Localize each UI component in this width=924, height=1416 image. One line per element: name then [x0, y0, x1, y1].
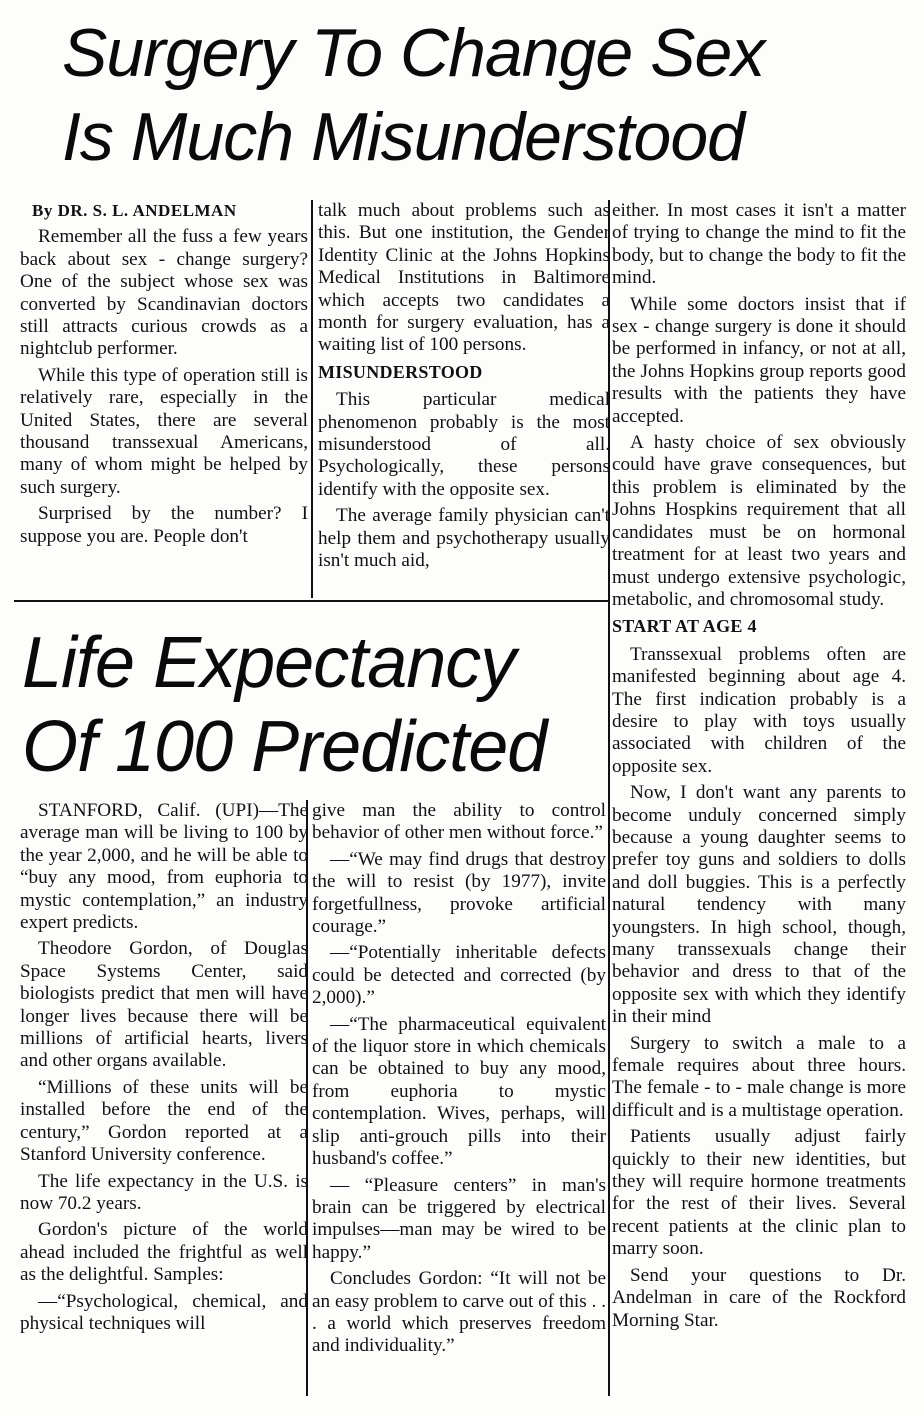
headline-life-expectancy-line2: Of 100 Predicted [22, 707, 547, 787]
paragraph: Send your questions to Dr. Andelman in care of the Rockford Morning Star. [612, 1264, 906, 1331]
paragraph: STANFORD, Calif. (UPI)—The average man will be living to 100 by the year 2,000, and he will be able to “buy any mood, from euphoria to mystic contemplation,” an industry expert predicts. [20, 800, 308, 934]
paragraph: give man the ability to control behavior of other men without force.” [312, 800, 606, 844]
paragraph: Surprised by the number? I suppose you are. People don't [20, 503, 308, 547]
paragraph: —“The pharmaceutical equivalent of the liquor store in which chemicals can be obtained to buy any mood, from euphoria to mystic contemplation. Wives, perhaps, will slip anti-grouch pills into their husband's coffee.” [312, 1013, 606, 1170]
paragraph: either. In most cases it isn't a matter of trying to change the mind to fit the body, but to change the body to fit the mind. [612, 200, 906, 289]
paragraph: —“We may find drugs that destroy the will to resist (by 1977), invite forgetfullness, provoke artificial courage.” [312, 848, 606, 938]
column-rule [311, 200, 313, 598]
paragraph: Now, I don't want any parents to become unduly concerned simply because a young daughter seems to prefer toy guns and soldiers to dolls and doll buggies. This is a perfectly natural tendency with many youngsters. In high school, though, many transsexuals change their behavior and dress to that of the opposite sex with which they identify in their mind [612, 782, 906, 1028]
paragraph: Remember all the fuss a few years back about sex - change surgery? One of the subject whose sex was converted by Scandinavian doctors still attracts curious crowds as a nightclub performer. [20, 226, 308, 360]
paragraph: A hasty choice of sex obviously could have grave consequences, but this problem is eliminated by the Johns Hospkins requirement that all candidates must be on hormonal treatment for at least two years and must undergo extensive psychologic, metabolic, and chromosomal study. [612, 432, 906, 610]
paragraph: The life expectancy in the U.S. is now 70.2 years. [20, 1170, 308, 1214]
headline-surgery-line1: Surgery To Change Sex [62, 15, 765, 91]
subheading: MISUNDERSTOOD [318, 361, 483, 382]
paragraph: Surgery to switch a male to a female requires about three hours. The female - to - male change is more difficult and is a multistage operation. [612, 1032, 906, 1121]
paragraph: Gordon's picture of the world ahead included the frightful as well as the delightful. Samples: [20, 1219, 308, 1286]
paragraph: Theodore Gordon, of Douglas Space Systems Center, said biologists predict that men will have longer lives because there will be millions of artificial hearts, livers and other organs available. [20, 938, 308, 1072]
paragraph: The average family physician can't help them and psychotherapy usually isn't much aid, [318, 505, 610, 572]
article1-column1 [20, 200, 308, 596]
paragraph: While this type of operation still is relatively rare, especially in the United States, there are several thousand transsexual Americans, many of whom might be helped by such surgery. [20, 364, 308, 498]
headline-surgery-line2: Is Much Misunderstood [62, 99, 744, 175]
paragraph: “Millions of these units will be installed before the end of the century,” Gordon reported at a Stanford University conference. [20, 1076, 308, 1166]
paragraph: While some doctors insist that if sex - change surgery is done it should be performed in infancy, or not at all, the Johns Hopkins group reports good results with the patients they have accepted. [612, 293, 906, 427]
byline: By DR. S. L. ANDELMAN [32, 201, 237, 220]
article-divider [14, 600, 610, 602]
paragraph: talk much about problems such as this. But one institution, the Gender Identity Clinic at the Johns Hopkins Medical Institutions in Baltimore which accepts two candidates a month for surgery evaluation, has a waiting list of 100 persons. [318, 200, 610, 356]
paragraph: Concludes Gordon: “It will not be an easy problem to carve out of this . . . a world which preserves freedom and individuality.” [312, 1268, 606, 1357]
paragraph: Patients usually adjust fairly quickly to their new identities, but they will require hormone treatments for the rest of their lives. Several recent patients at the clinic plan to marry soon. [612, 1126, 906, 1260]
subheading: START AT AGE 4 [612, 616, 757, 637]
paragraph: This particular medical phenomenon probably is the most misunderstood of all. Psychologically, these persons identify with the opposite sex. [318, 389, 610, 500]
headline-life-expectancy-line1: Life Expectancy [22, 623, 516, 703]
paragraph: —“Potentially inheritable defects could be detected and corrected (by 2,000).” [312, 942, 606, 1009]
paragraph: —“Psychological, chemical, and physical techniques will [20, 1290, 308, 1334]
paragraph: — “Pleasure centers” in man's brain can be triggered by electrical impulses—man may be wired to be happy.” [312, 1174, 606, 1263]
article2-column1 [20, 800, 308, 1400]
article2-column2 [312, 800, 606, 1400]
article1-column3 [612, 200, 906, 1400]
article1-column2 [318, 200, 610, 596]
paragraph: Transsexual problems often are manifested beginning about age 4. The first indication probably is a desire to play with toys usually associated with children of the opposite sex. [612, 643, 906, 777]
